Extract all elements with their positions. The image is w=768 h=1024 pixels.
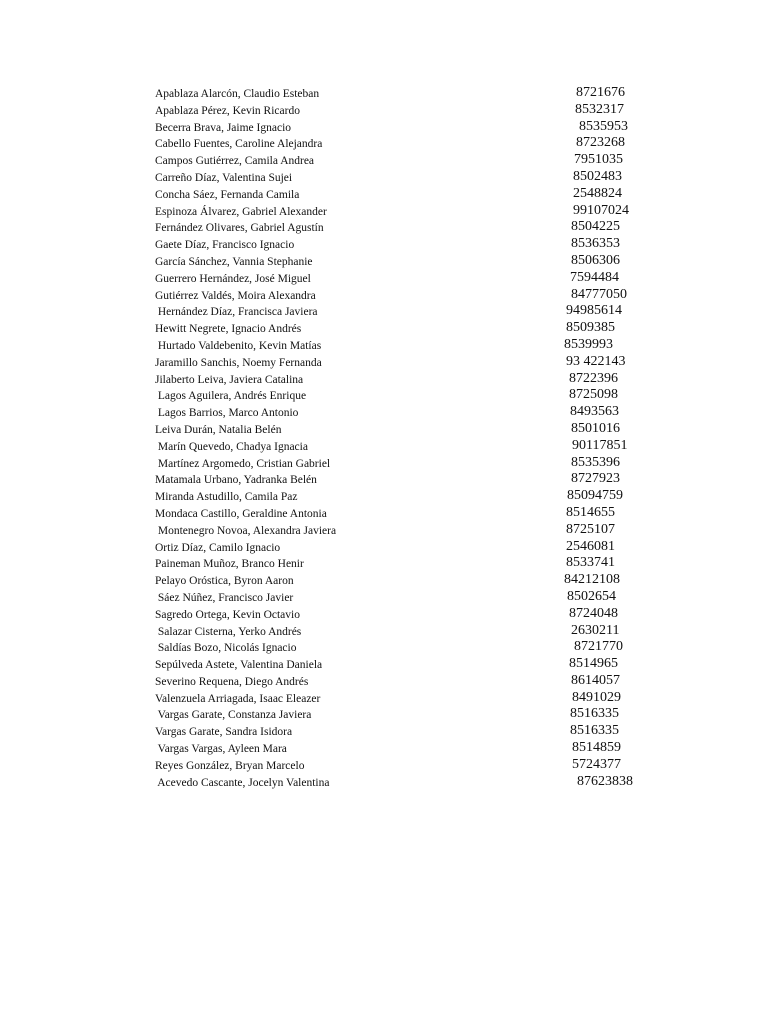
list-item: [0, 775, 768, 792]
list-item: [0, 724, 768, 741]
contact-name: Severino Requena, Diego Andrés: [155, 675, 309, 688]
contact-name: Saldías Bozo, Nicolás Ignacio: [155, 642, 297, 655]
contact-name: Apablaza Alarcón, Claudio Esteban: [155, 88, 320, 100]
contact-phone: 90117851: [572, 437, 628, 453]
contact-name: Marín Quevedo, Chadya Ignacia: [155, 440, 308, 453]
contact-name: Hewitt Negrete, Ignacio Andrés: [155, 323, 302, 336]
contact-name: Paineman Muñoz, Branco Henir: [155, 558, 304, 571]
list-item: [0, 103, 768, 120]
contact-phone: 8501016: [571, 420, 620, 436]
contact-phone: 8509385: [566, 320, 615, 336]
contact-name: Campos Gutiérrez, Camila Andrea: [155, 155, 315, 168]
list-item: [0, 237, 768, 254]
list-item: [0, 254, 768, 271]
contact-phone: 8533741: [566, 555, 615, 571]
contact-name: Carreño Díaz, Valentina Sujei: [155, 171, 293, 184]
contact-phone: 8539993: [564, 336, 613, 352]
contact-phone: 8535396: [571, 454, 620, 470]
contact-phone: 8722396: [569, 370, 618, 386]
contact-name: Leiva Durán, Natalia Belén: [155, 423, 282, 436]
list-item: [0, 288, 768, 305]
contact-name: Cabello Fuentes, Caroline Alejandra: [155, 138, 323, 151]
list-item: [0, 422, 768, 439]
contact-name: Hernández Díaz, Francisca Javiera: [155, 306, 318, 319]
contact-phone: 85094759: [567, 488, 623, 504]
contact-phone: 8723268: [576, 135, 625, 151]
contact-phone: 8724048: [569, 605, 618, 621]
contact-phone: 8721770: [574, 639, 623, 655]
list-item: [0, 607, 768, 624]
list-item: [0, 355, 768, 372]
contact-name: Lagos Aguilera, Andrés Enrique: [155, 390, 307, 403]
list-item: [0, 338, 768, 355]
list-item: [0, 472, 768, 489]
list-item: [0, 372, 768, 389]
contact-name: Gaete Díaz, Francisco Ignacio: [155, 239, 295, 252]
contact-name: Matamala Urbano, Yadranka Belén: [155, 474, 317, 487]
contact-name: Becerra Brava, Jaime Ignacio: [155, 121, 292, 134]
list-item: [0, 523, 768, 540]
contact-phone: 99107024: [573, 202, 629, 218]
list-item: [0, 691, 768, 708]
contact-phone: 93 422143: [566, 353, 626, 369]
contact-name: Fernández Olivares, Gabriel Agustín: [155, 222, 324, 235]
list-item: [0, 321, 768, 338]
list-item: [0, 506, 768, 523]
list-item: [0, 120, 768, 137]
contact-phone: 84777050: [571, 286, 627, 302]
contact-phone: 8514859: [572, 740, 621, 756]
list-item: [0, 624, 768, 641]
list-item: [0, 590, 768, 607]
contact-phone: 8516335: [570, 706, 619, 722]
list-item: [0, 657, 768, 674]
contact-name: Vargas Vargas, Ayleen Mara: [155, 743, 287, 756]
contact-name: Apablaza Pérez, Kevin Ricardo: [155, 104, 300, 117]
contact-phone: 8532317: [575, 101, 624, 117]
contact-phone: 8504225: [571, 219, 620, 235]
contact-phone: 8506306: [571, 252, 620, 268]
contact-name: Hurtado Valdebenito, Kevin Matías: [155, 339, 322, 352]
contact-name: Gutiérrez Valdés, Moira Alexandra: [155, 289, 316, 302]
contact-phone: 2548824: [573, 185, 622, 201]
contact-name: Vargas Garate, Sandra Isidora: [155, 726, 293, 739]
contact-name: Jilaberto Leiva, Javiera Catalina: [155, 373, 304, 386]
contact-phone: 8725098: [569, 387, 618, 403]
list-item: [0, 405, 768, 422]
contact-name: Sepúlveda Astete, Valentina Daniela: [155, 659, 323, 672]
list-item: [0, 439, 768, 456]
contact-phone: 84212108: [564, 572, 620, 588]
list-item: [0, 573, 768, 590]
contact-phone: 2546081: [566, 538, 615, 554]
contact-name: Acevedo Cascante, Jocelyn Valentina: [155, 776, 330, 789]
contact-phone: 8614057: [571, 672, 620, 688]
contact-name: Concha Sáez, Fernanda Camila: [155, 188, 300, 201]
list-item: [0, 707, 768, 724]
contact-name: Salazar Cisterna, Yerko Andrés: [155, 625, 302, 638]
contact-phone: 87623838: [577, 773, 633, 789]
contact-phone: 8727923: [571, 471, 620, 487]
contact-name: Ortiz Díaz, Camilo Ignacio: [155, 541, 281, 554]
list-item: [0, 540, 768, 557]
list-item: [0, 153, 768, 170]
contact-name: Sagredo Ortega, Kevin Octavio: [155, 608, 300, 621]
contact-name: Reyes González, Bryan Marcelo: [155, 759, 305, 772]
list-item: [0, 388, 768, 405]
contact-name: Vargas Garate, Constanza Javiera: [155, 709, 312, 722]
list-item: [0, 489, 768, 506]
contact-phone: 8516335: [570, 723, 619, 739]
contact-name: Mondaca Castillo, Geraldine Antonia: [155, 507, 327, 520]
list-item: [0, 86, 768, 103]
list-item: [0, 136, 768, 153]
list-item: [0, 556, 768, 573]
contact-name: Pelayo Oróstica, Byron Aaron: [155, 575, 294, 588]
list-item: [0, 758, 768, 775]
contact-phone: 8536353: [571, 236, 620, 252]
contact-phone: 8493563: [570, 404, 619, 420]
contact-phone: 7951035: [574, 152, 623, 168]
contact-phone: 2630211: [571, 622, 620, 638]
contact-list: [0, 86, 768, 791]
contact-name: Martínez Argomedo, Cristian Gabriel: [155, 457, 331, 470]
contact-phone: 8502483: [573, 168, 622, 184]
list-item: [0, 187, 768, 204]
contact-phone: 8491029: [572, 689, 621, 705]
contact-name: Sáez Núñez, Francisco Javier: [155, 591, 294, 604]
list-item: [0, 456, 768, 473]
contact-phone: 8514965: [569, 656, 618, 672]
contact-phone: 5724377: [572, 756, 621, 772]
contact-name: Guerrero Hernández, José Miguel: [155, 272, 311, 285]
contact-name: Jaramillo Sanchis, Noemy Fernanda: [155, 356, 322, 369]
contact-phone: 7594484: [570, 269, 619, 285]
list-item: [0, 674, 768, 691]
list-item: [0, 220, 768, 237]
contact-name: Valenzuela Arriagada, Isaac Eleazer: [155, 692, 321, 705]
contact-phone: 8725107: [566, 521, 615, 537]
contact-phone: 8502654: [567, 588, 616, 604]
contact-name: Espinoza Álvarez, Gabriel Alexander: [155, 205, 327, 218]
list-item: [0, 170, 768, 187]
contact-phone: 94985614: [566, 303, 622, 319]
contact-phone: 8721676: [576, 85, 625, 100]
contact-name: Montenegro Novoa, Alexandra Javiera: [155, 524, 337, 537]
list-item: [0, 640, 768, 657]
list-item: [0, 304, 768, 321]
contact-name: Lagos Barrios, Marco Antonio: [155, 407, 299, 420]
list-item: [0, 271, 768, 288]
contact-name: Miranda Astudillo, Camila Paz: [155, 491, 298, 504]
list-item: [0, 204, 768, 221]
list-item: [0, 741, 768, 758]
contact-phone: 8514655: [566, 504, 615, 520]
contact-name: García Sánchez, Vannia Stephanie: [155, 255, 313, 268]
contact-phone: 8535953: [579, 118, 628, 134]
